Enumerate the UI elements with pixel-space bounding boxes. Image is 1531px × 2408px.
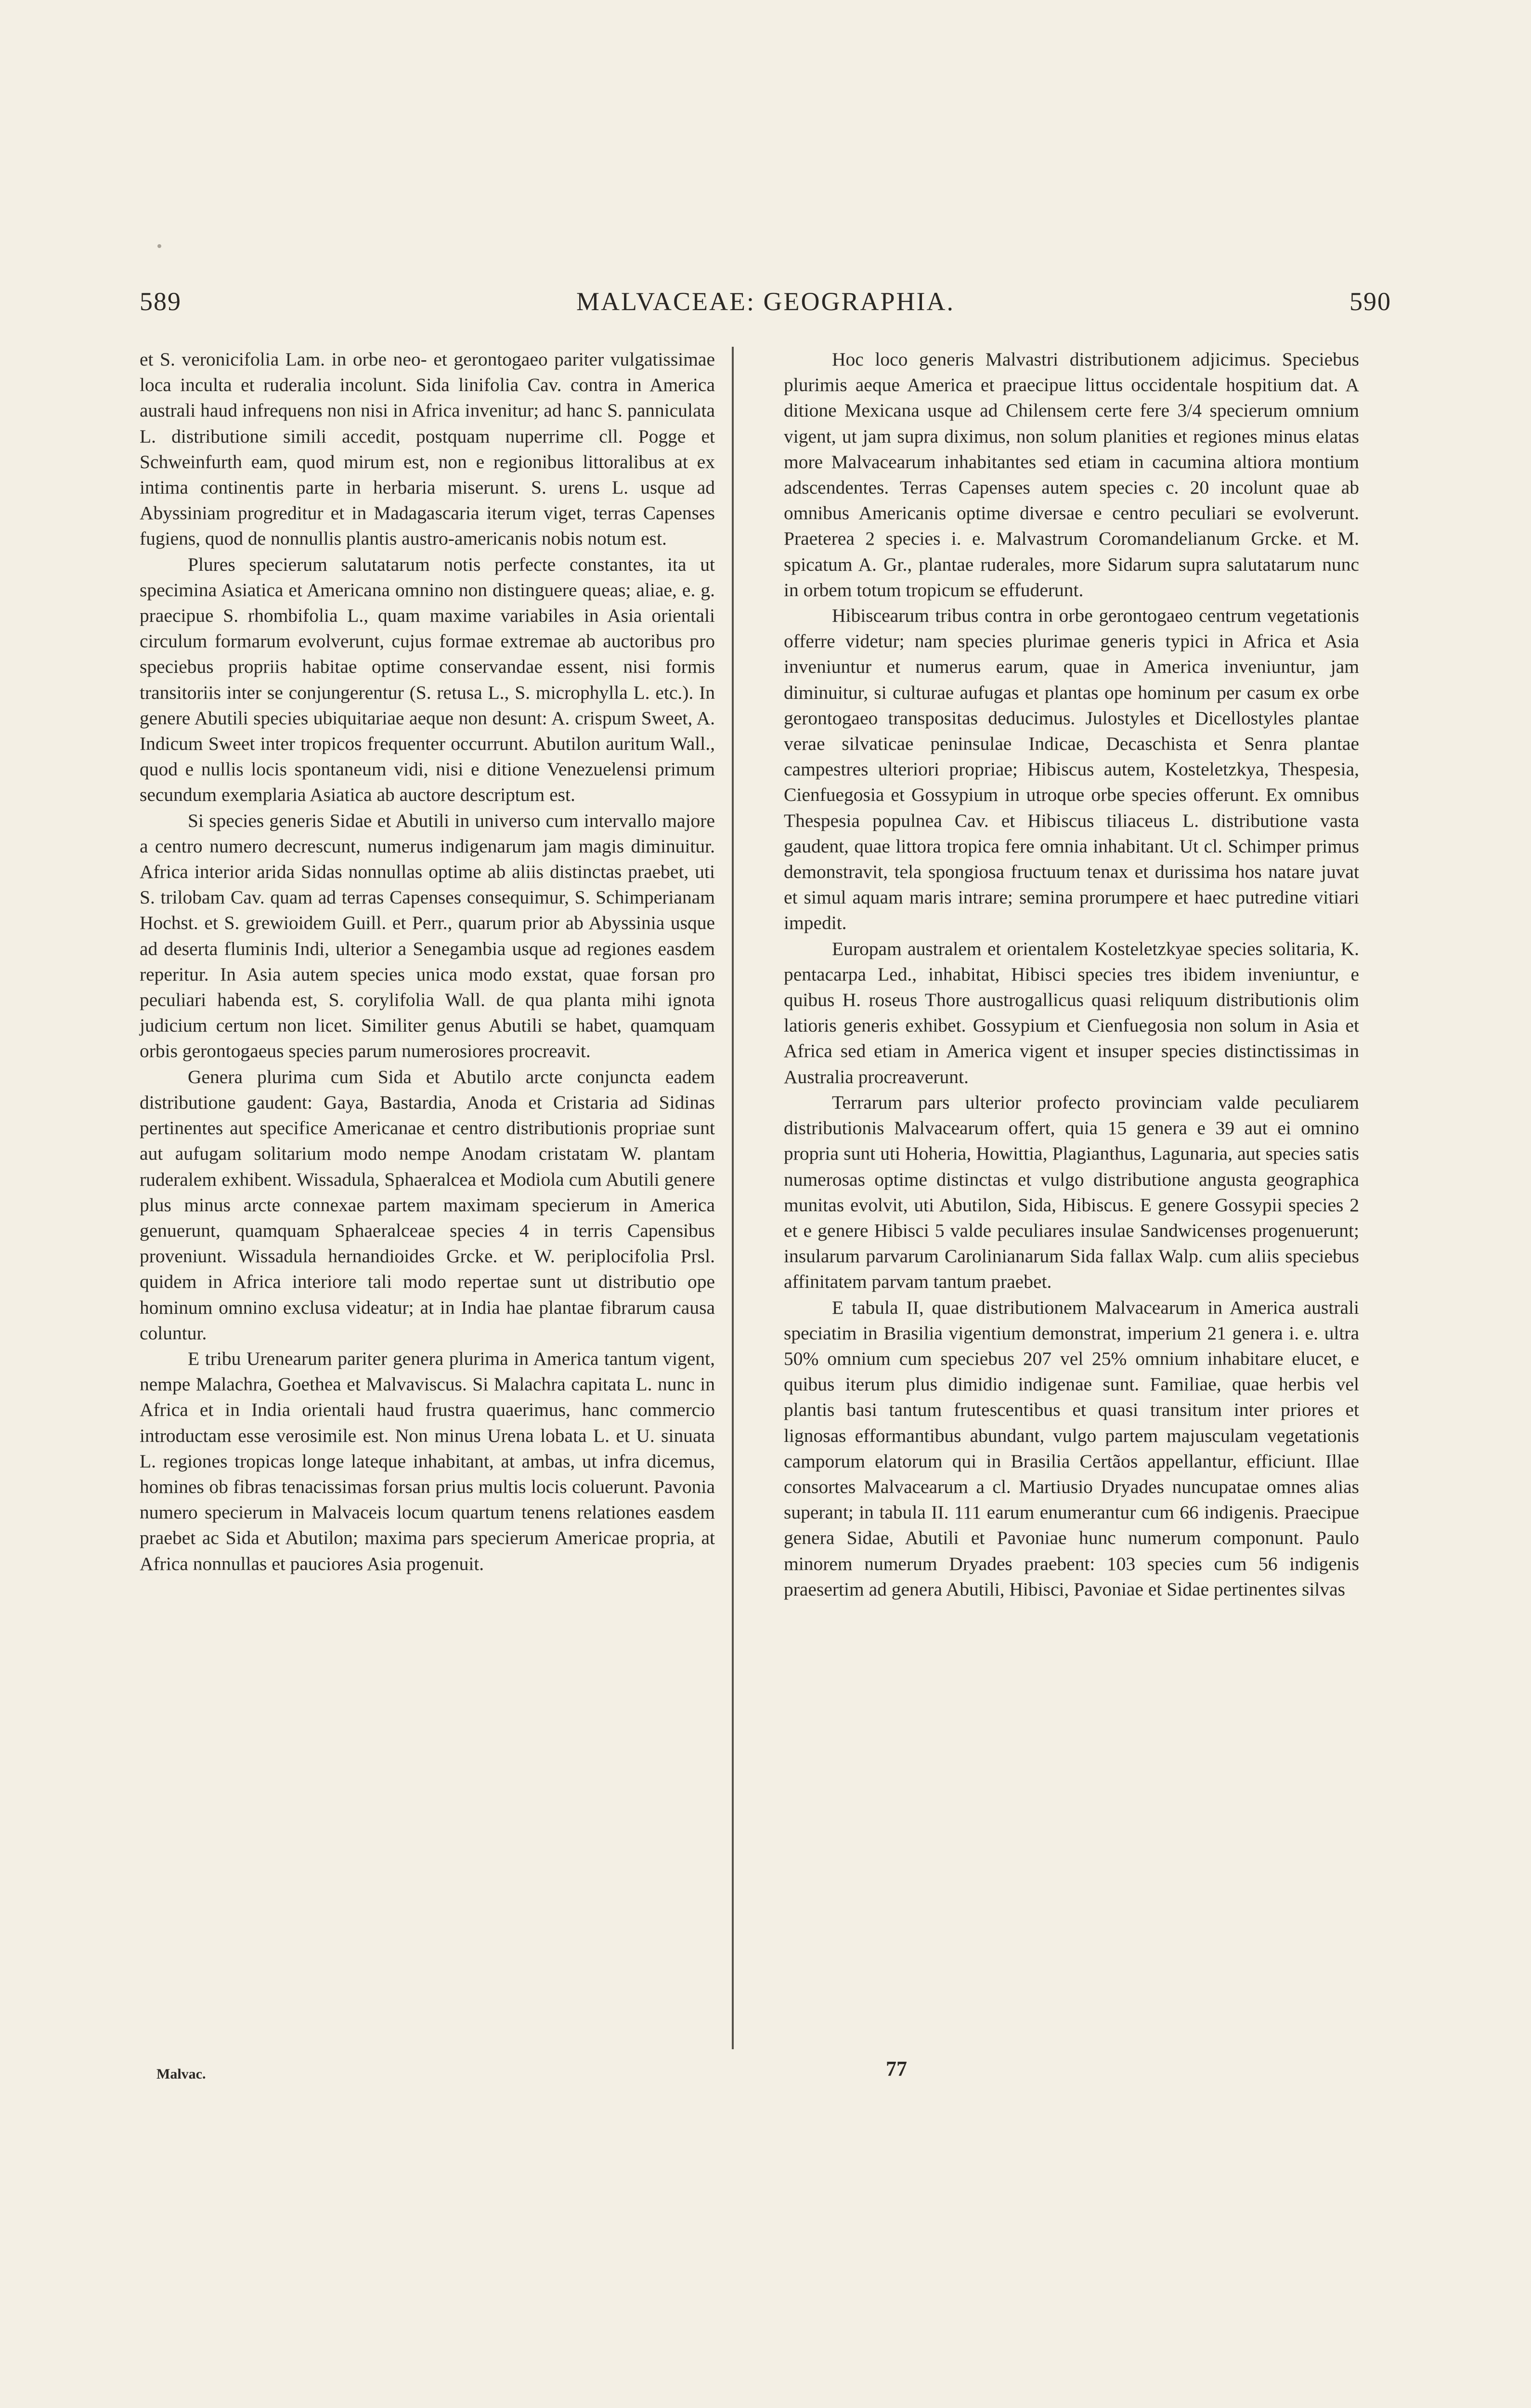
left-column [140, 347, 715, 1577]
running-title: MALVACEAE: GEOGRAPHIA. [576, 287, 955, 316]
paragraph: E tabula II, quae distributionem Malvacearum in America australi speciatim in Brasilia vigentium demonstrat, imperium 21 genera i. e. ultra 50% omnium cum speciebus 207 vel 25% omnium inhabitare elucet, e quibus iterum plus dimidio indigenae sunt. Familiae, quae herbis vel plantis basi tantum frutescentibus et quasi transitum inter priores et lignosas efformantibus abundant, vulgo partem majusculam vegetationis camporum elatorum qui in Brasilia Certãos appellantur, efficiunt. Illae consortes Malvacearum a cl. Martiusio Dryades nuncupatae omnes alias superant; in tabula II. 111 earum enumerantur cum 66 indigenis. Praecipue genera Sidae, Abutili et Pavoniae hunc numerum componunt. Paulo minorem numerum Dryades praebent: 103 species cum 56 indigenis praesertim ad genera Abutili, Hibisci, Pavoniae et Sidae pertinentes silvas [784, 1296, 1359, 1600]
sheet-number: 77 [886, 2057, 907, 2081]
right-column [784, 347, 1359, 1602]
paragraph: Terrarum pars ulterior profecto provinciam valde peculiarem distributionis Malvacearum offert, quia 15 genera e 39 aut ei omnino propria sunt uti Hoheria, Howittia, Plagianthus, Lagunaria, aut species satis numerosas optime distinctas et vulgo distributione angusta geographica munitas evolvit, uti Abutilon, Sida, Hibiscus. E genere Gossypii species 2 et e genere Hibisci 5 valde peculiares insulae Sandwicenses progenuerunt; insularum parvarum Carolinianarum Sida fallax Walp. cum aliis speciebus affinitatem parvam tantum praebet. [784, 1091, 1359, 1293]
paragraph: Europam australem et orientalem Kosteletzkyae species solitaria, K. pentacarpa Led., inhabitat, Hibisci species tres ibidem inveniuntur, e quibus H. roseus Thore austrogallicus quasi reliquum distributionis olim latioris generis exhibet. Gossypium et Cienfuegosia non solum in Asia et Africa sed etiam in America vigent et insuper species distinctissimas in Australia procreaverunt. [784, 938, 1359, 1087]
running-header [135, 287, 1396, 325]
page-number-left: 589 [140, 287, 182, 316]
signature-mark: Malvac. [156, 2066, 206, 2082]
paragraph: Si species generis Sidae et Abutili in universo cum intervallo majore a centro numero decrescunt, numerus indigenarum jam magis diminuitur. Africa interior arida Sidas nonnullas optime ab aliis distinctas praebet, uti S. trilobam Cav. quam ad terras Capenses consequimur, S. Schimperianam Hochst. et S. grewioidem Guill. et Perr., quarum prior ab Abyssinia usque ad deserta fluminis Indi, ulterior a Senegambia usque ad regiones easdem reperitur. In Asia autem species unica modo exstat, quae forsan pro peculiari habenda est, S. corylifolia Wall. de qua planta mihi ignota judicium certum non licet. Similiter genus Abutili se habet, quamquam orbis gerontogaeus species parum numerosiores procreavit. [140, 810, 715, 1062]
paragraph: et S. veronicifolia Lam. in orbe neo- et gerontogaeo pariter vulgatissimae loca inculta et ruderalia incolunt. Sida linifolia Cav. contra in America australi haud infrequens non nisi in Africa invenitur; ad hanc S. panniculata L. distributione simili accedit, postquam nuperrime cll. Pogge et Schweinfurth eam, quod mirum est, non e regionibus littoralibus at ex intima continentis parte in herbaria miserunt. S. urens L. usque ad Abyssiniam progreditur et in Madagascaria iterum viget, terras Capenses fugiens, quod de nonnullis plantis austro-americanis nobis notum est. [140, 349, 715, 550]
column-divider [732, 347, 734, 2049]
paragraph: Genera plurima cum Sida et Abutilo arcte conjuncta eadem distributione gaudent: Gaya, Bastardia, Anoda et Cristaria ad Sidinas pertinentes aut specifice Americanae et centro distributionis propriae sunt aut aufugam solitarium modo nempe Anodam cristatam W. plantam ruderalem exhibent. Wissadula, Sphaeralcea et Modiola cum Abutili genere plus minus arcte connexae partem maximam specierum in America genuerunt, quamquam Sphaeralceae species 4 in terris Capensibus proveniunt. Wissadula hernandioides Grcke. et W. periplocifolia Prsl. quidem in Africa interiore tali modo repertae sunt ut distributio ope hominum omnino exclusa videatur; at in India hae plantae fibrarum causa coluntur. [140, 1066, 715, 1344]
paragraph: Plures specierum salutatarum notis perfecte constantes, ita ut specimina Asiatica et Americana omnino non distinguere queas; aliae, e. g. praecipue S. rhombifolia L., quam maxime variabiles in Asia orientali circulum formarum evolverunt, cujus formae extremae ab auctoribus pro speciebus propriis habitae optime conservandae essent, nisi formis transitoriis inter se conjungerentur (S. retusa L., S. microphylla L. etc.). In genere Abutili species ubiquitariae aeque non desunt: A. crispum Sweet, A. Indicum Sweet inter tropicos frequenter occurrunt. Abutilon auritum Wall., quod e nullis locis spontaneum vidi, nisi e ditione Venezuelensi primum secundum exemplaria Asiatica ab auctore descriptum est. [140, 553, 715, 806]
page-number-right: 590 [1349, 287, 1391, 316]
paragraph: E tribu Urenearum pariter genera plurima in America tantum vigent, nempe Malachra, Goethea et Malvaviscus. Si Malachra capitata L. nunc in Africa et in India orientali haud frustra quaerimus, hanc commercio introductam esse verosimile est. Non minus Urena lobata L. et U. sinuata L. regiones tropicas longe lateque inhabitant, at ambas, ut infra dicemus, homines ob fibras tenacissimas forsan prius multis locis coluerunt. Pavonia numero specierum in Malvaceis locum quartum tenens relationes easdem praebet ac Sida et Abutilon; maxima pars specierum Americae propria, at Africa nonnullas et pauciores Asia progenuit. [140, 1348, 715, 1574]
paper-speck [157, 244, 161, 248]
paragraph: Hibiscearum tribus contra in orbe gerontogaeo centrum vegetationis offerre videtur; nam species plurimae generis typici in Africa et Asia inveniuntur et numerus earum, quae in America inveniuntur, jam diminuitur, si culturae aufugas et plantas ope hominum per casum ex orbe gerontogaeo transpositas deducimus. Julostyles et Dicellostyles plantae verae silvaticae peninsulae Indicae, Decaschista et Senra plantae campestres ulteriori propriae; Hibiscus autem, Kosteletzkya, Thespesia, Cienfuegosia et Gossypium in utroque orbe species offerunt. Ex omnibus Thespesia populnea Cav. et Hibiscus tiliaceus L. distributione vasta gaudent, quae littora tropica fere omnia inhabitant. Ut cl. Schimper primus demonstravit, tela spongiosa fructuum tenax et durissima hos natare juvat et simul aquam maris intrare; semina prorumpere et haec putredine vitiari impedit. [784, 605, 1359, 934]
paragraph: Hoc loco generis Malvastri distributionem adjicimus. Speciebus plurimis aeque America et praecipue littus occidentale hospitium dat. A ditione Mexicana usque ad Chilensem certe fere 3/4 specierum omnium vigent, ut jam supra diximus, non solum planities et regiones minus elatas more Malvacearum inhabitantes sed etiam in cacumina altiora montium adscendentes. Terras Capenses autem species c. 20 incolunt quae ab omnibus Americanis optime diversae e centro peculiari se evolverunt. Praeterea 2 species i. e. Malvastrum Coromandelianum Grcke. et M. spicatum A. Gr., plantae ruderales, more Sidarum supra salutatarum nunc in orbem totum tropicum se effuderunt. [784, 349, 1359, 601]
